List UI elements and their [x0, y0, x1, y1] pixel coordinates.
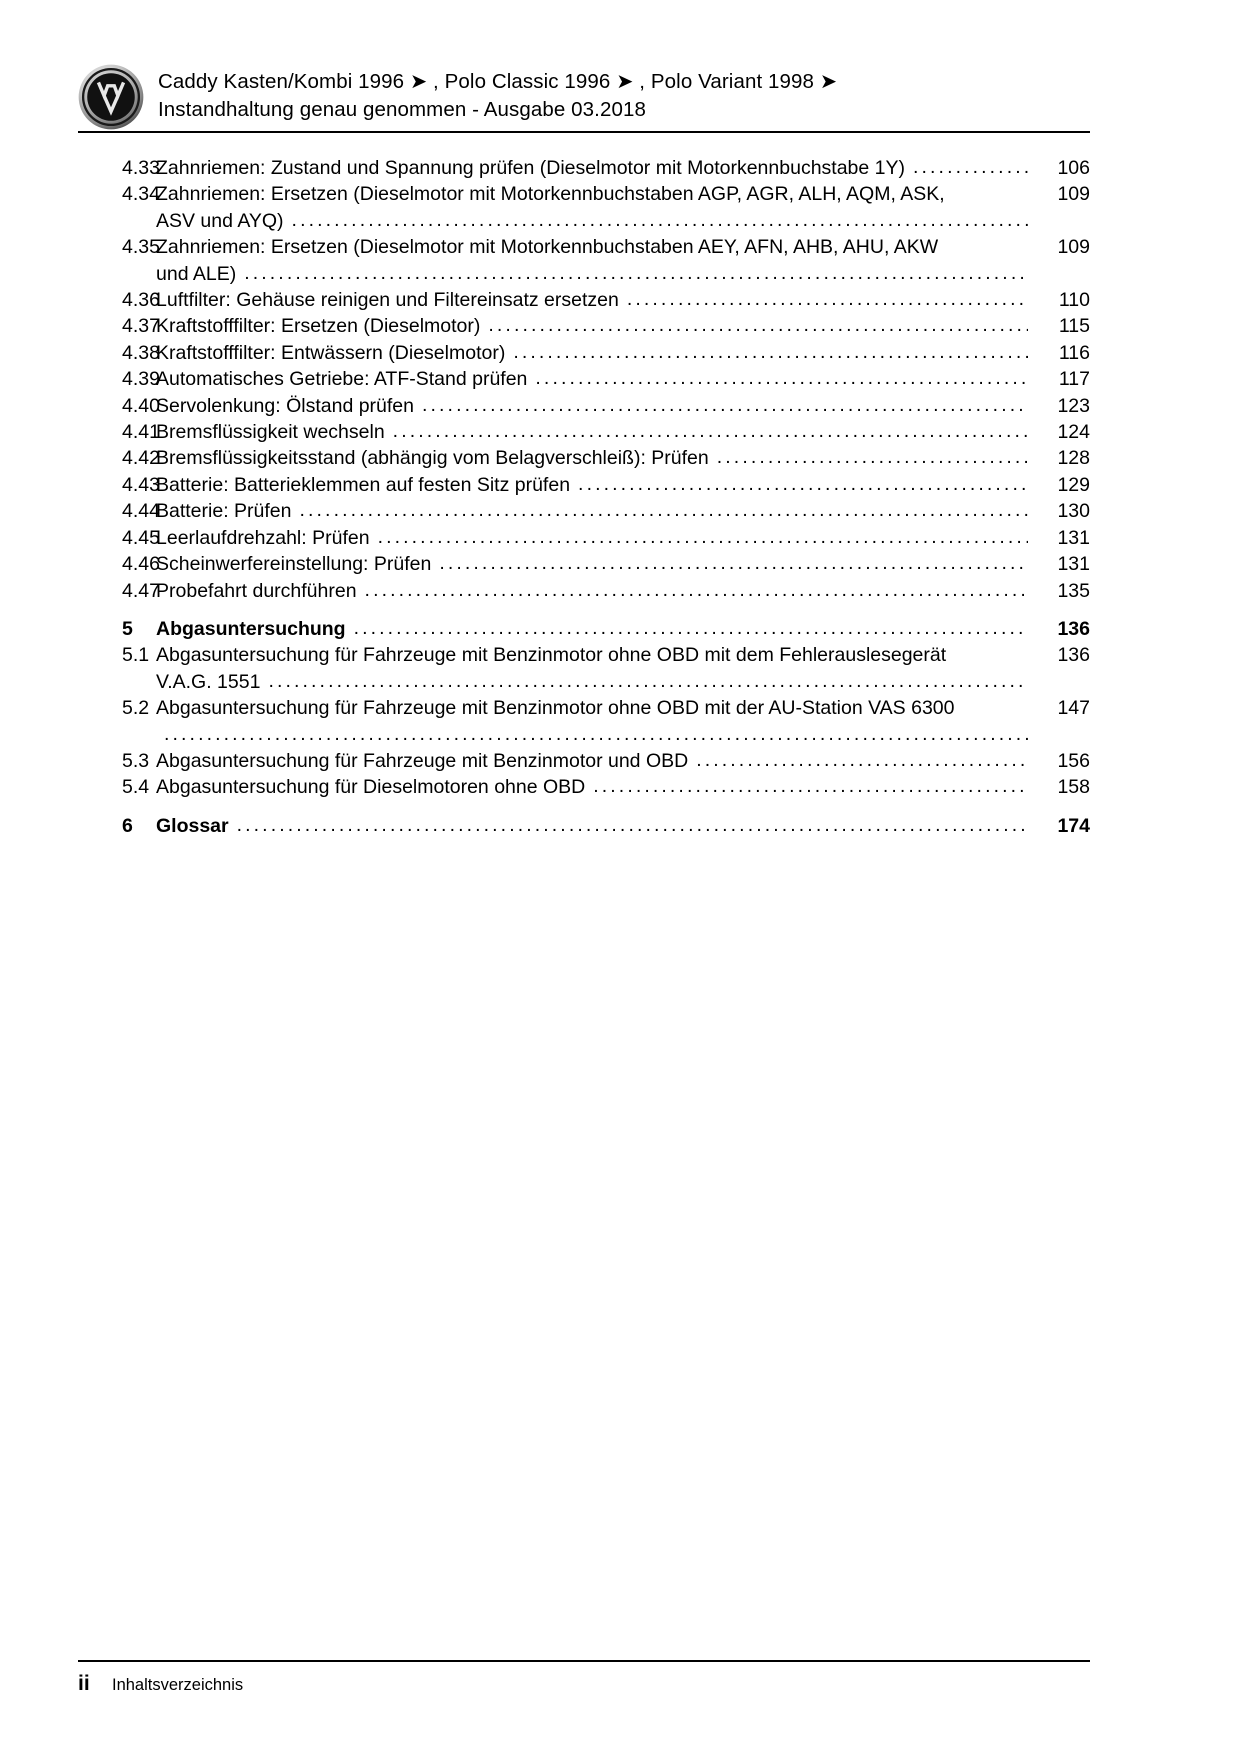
table-of-contents: [78, 155, 1090, 839]
toc-leader-dots: [292, 207, 1028, 233]
toc-entry-title: Kraftstofffilter: Entwässern (Dieselmotor): [156, 341, 506, 364]
toc-entry-title: Servolenkung: Ölstand prüfen: [156, 394, 414, 417]
toc-entry-number: 4.45: [122, 526, 160, 549]
toc-leader-dots: [378, 524, 1028, 550]
toc-entry-number: 4.43: [122, 473, 160, 496]
toc-entry-title: Bremsflüssigkeit wechseln: [156, 421, 385, 444]
toc-entry[interactable]: [78, 695, 1090, 748]
toc-entry-page: 115: [1058, 315, 1090, 338]
toc-entry-body: [156, 472, 1028, 498]
toc-leader-dots: [237, 812, 1028, 838]
toc-entry[interactable]: [78, 472, 1090, 498]
toc-entry-body: [156, 155, 1028, 181]
toc-entry-title: Glossar: [156, 814, 229, 837]
toc-entry-title: Zahnriemen: Ersetzen (Dieselmotor mit Motorkennbuchstaben AGP, AGR, ALH, AQM, ASK,: [156, 183, 945, 206]
toc-entry-body: [156, 393, 1028, 419]
toc-entry[interactable]: [78, 578, 1090, 604]
toc-entry-title: Abgasuntersuchung für Dieselmotoren ohne OBD: [156, 776, 586, 799]
toc-entry-page: 156: [1057, 749, 1090, 772]
toc-entry-body: [156, 525, 1028, 551]
toc-entry-body: [156, 419, 1028, 445]
toc-entry-number: 4.36: [122, 289, 160, 312]
toc-entry-title: Zahnriemen: Zustand und Spannung prüfen (Dieselmotor mit Motorkennbuchstabe 1Y): [156, 157, 905, 179]
toc-entry-body: [156, 695, 1028, 748]
toc-entry[interactable]: [78, 498, 1090, 524]
toc-entry-number: 5.4: [122, 776, 150, 799]
toc-entry-title: Abgasuntersuchung für Fahrzeuge mit Benzinmotor ohne OBD mit dem Fehlerauslesegerät: [156, 644, 947, 667]
toc-entry[interactable]: [78, 181, 1090, 234]
toc-leader-dots: [354, 615, 1028, 641]
toc-entry-body: [156, 578, 1028, 604]
toc-entry-page: 106: [1057, 157, 1090, 179]
toc-entry[interactable]: [78, 642, 1090, 695]
toc-entry-page: 131: [1057, 553, 1090, 576]
toc-entry-number: 5.2: [122, 697, 150, 720]
toc-entry-number: 4.47: [122, 579, 160, 602]
footer-divider: [78, 1660, 1090, 1662]
toc-entry-page: 109: [1057, 183, 1090, 206]
toc-entry-body: [156, 181, 1028, 234]
toc-entry[interactable]: [78, 234, 1090, 287]
toc-entry-title: Abgasuntersuchung: [156, 617, 346, 640]
toc-entry[interactable]: [78, 313, 1090, 339]
toc-entry-title: Abgasuntersuchung für Fahrzeuge mit Benzinmotor und OBD: [156, 749, 689, 772]
toc-entry-page: 147: [1057, 697, 1090, 720]
toc-entry-number: 4.34: [122, 183, 160, 206]
toc-entry-body: [156, 551, 1028, 577]
toc-leader-dots: [593, 773, 1028, 799]
toc-entry-title-continued: und ALE): [156, 262, 237, 285]
toc-entry-body: [156, 616, 1028, 642]
page-footer: [78, 1672, 1090, 1696]
toc-leader-dots: [365, 577, 1028, 603]
toc-leader-dots: [913, 154, 1028, 180]
toc-leader-dots: [422, 392, 1028, 418]
toc-entry-title: Kraftstofffilter: Ersetzen (Dieselmotor): [156, 315, 481, 338]
toc-entry-page: 123: [1057, 394, 1090, 417]
toc-entry-title: Scheinwerfereinstellung: Prüfen: [156, 553, 432, 576]
toc-leader-dots: [513, 339, 1028, 365]
toc-leader-dots: [268, 668, 1028, 694]
toc-entry-body: [156, 642, 1028, 695]
toc-entry-number: 5.3: [122, 749, 150, 772]
toc-entry[interactable]: [78, 340, 1090, 366]
toc-entry-body: [156, 748, 1028, 774]
toc-entry-page: 158: [1057, 776, 1090, 799]
toc-leader-dots: [244, 260, 1028, 286]
toc-entry[interactable]: [78, 813, 1090, 839]
toc-entry[interactable]: [78, 287, 1090, 313]
toc-leader-dots: [300, 497, 1029, 523]
toc-entry-title: Automatisches Getriebe: ATF-Stand prüfen: [156, 368, 528, 391]
toc-entry-page: 124: [1057, 421, 1090, 444]
toc-leader-dots: [696, 747, 1028, 773]
toc-leader-dots: [717, 444, 1028, 470]
toc-entry-body: [156, 234, 1028, 287]
toc-entry[interactable]: [78, 155, 1090, 181]
toc-leader-dots: [488, 312, 1028, 338]
toc-entry-number: 5.1: [122, 644, 150, 667]
toc-entry-number: 4.40: [122, 394, 160, 417]
toc-leader-dots: [627, 286, 1028, 312]
toc-entry-title: Leerlaufdrehzahl: Prüfen: [156, 526, 370, 549]
toc-entry-body: [156, 774, 1028, 800]
header-divider: [78, 131, 1090, 133]
toc-entry-page: 110: [1058, 289, 1090, 312]
header-title-line1: [158, 68, 837, 96]
toc-entry-title: Batterie: Batterieklemmen auf festen Sitz prüfen: [156, 473, 571, 496]
vw-logo-icon: [78, 64, 144, 130]
toc-entry-title: Luftfilter: Gehäuse reinigen und Filtereinsatz ersetzen: [156, 289, 619, 312]
toc-entry-body: [156, 340, 1028, 366]
toc-leader-dots: [578, 471, 1028, 497]
toc-entry-number: 4.44: [122, 500, 160, 523]
toc-entry[interactable]: [78, 419, 1090, 445]
toc-leader-dots: [439, 550, 1028, 576]
toc-entry-number: 6: [122, 814, 133, 837]
toc-entry-number: 4.37: [122, 315, 160, 338]
toc-entry-page: 129: [1057, 473, 1090, 496]
toc-entry-number: 4.42: [122, 447, 160, 470]
page-header: [78, 62, 1090, 142]
toc-entry[interactable]: [78, 366, 1090, 392]
toc-entry[interactable]: [78, 525, 1090, 551]
toc-entry-body: [156, 287, 1028, 313]
toc-entry-page: 109: [1057, 236, 1090, 259]
toc-entry[interactable]: [78, 748, 1090, 774]
toc-leader-dots: [164, 721, 1028, 747]
header-title-line2: [158, 96, 837, 124]
toc-entry-title: Bremsflüssigkeitsstand (abhängig vom Belagverschleiß): Prüfen: [156, 447, 709, 470]
toc-entry-body: [156, 366, 1028, 392]
toc-entry-page: 116: [1058, 341, 1090, 364]
toc-entry-page: 174: [1057, 814, 1090, 837]
toc-entry-title-continued: ASV und AYQ): [156, 209, 284, 232]
toc-entry[interactable]: [78, 616, 1090, 642]
toc-entry-number: 4.46: [122, 553, 160, 576]
toc-entry-title: Probefahrt durchführen: [156, 579, 357, 602]
toc-entry[interactable]: [78, 774, 1090, 800]
header-title-line2-text: Instandhaltung genau genommen - Ausgabe 03.2018: [158, 98, 646, 121]
toc-entry-number: 4.33: [122, 157, 160, 179]
header-title-line1-text: Caddy Kasten/Kombi 1996 ➤ , Polo Classic 1996 ➤ , Polo Variant 1998 ➤: [158, 70, 838, 93]
toc-entry-page: 128: [1057, 447, 1090, 470]
footer-label: Inhaltsverzeichnis: [112, 1676, 244, 1694]
toc-entry-body: [156, 445, 1028, 471]
toc-entry-page: 117: [1058, 368, 1090, 391]
toc-entry-number: 4.41: [122, 421, 160, 444]
toc-entry-number: 5: [122, 617, 133, 640]
toc-entry[interactable]: [78, 393, 1090, 419]
toc-leader-dots: [393, 418, 1028, 444]
toc-entry-title-continued: V.A.G. 1551: [156, 670, 261, 693]
toc-entry-title: Batterie: Prüfen: [156, 500, 292, 523]
toc-entry[interactable]: [78, 445, 1090, 471]
toc-entry-page: 136: [1057, 617, 1090, 640]
toc-entry-page: 131: [1057, 526, 1090, 549]
toc-entry-number: 4.35: [122, 236, 160, 259]
toc-entry-title: Zahnriemen: Ersetzen (Dieselmotor mit Motorkennbuchstaben AEY, AFN, AHB, AHU, AKW: [156, 236, 939, 259]
toc-entry-body: [156, 813, 1028, 839]
toc-entry-body: [156, 498, 1028, 524]
toc-entry-page: 135: [1057, 579, 1090, 602]
toc-entry-title: Abgasuntersuchung für Fahrzeuge mit Benzinmotor ohne OBD mit der AU-Station VAS 6300: [156, 697, 955, 720]
toc-entry[interactable]: [78, 551, 1090, 577]
toc-entry-number: 4.39: [122, 368, 160, 391]
toc-entry-page: 130: [1057, 500, 1090, 523]
toc-leader-dots: [535, 365, 1028, 391]
toc-entry-number: 4.38: [122, 341, 160, 364]
toc-entry-body: [156, 313, 1028, 339]
toc-entry-page: 136: [1057, 644, 1090, 667]
page-folio: ii: [78, 1672, 90, 1695]
